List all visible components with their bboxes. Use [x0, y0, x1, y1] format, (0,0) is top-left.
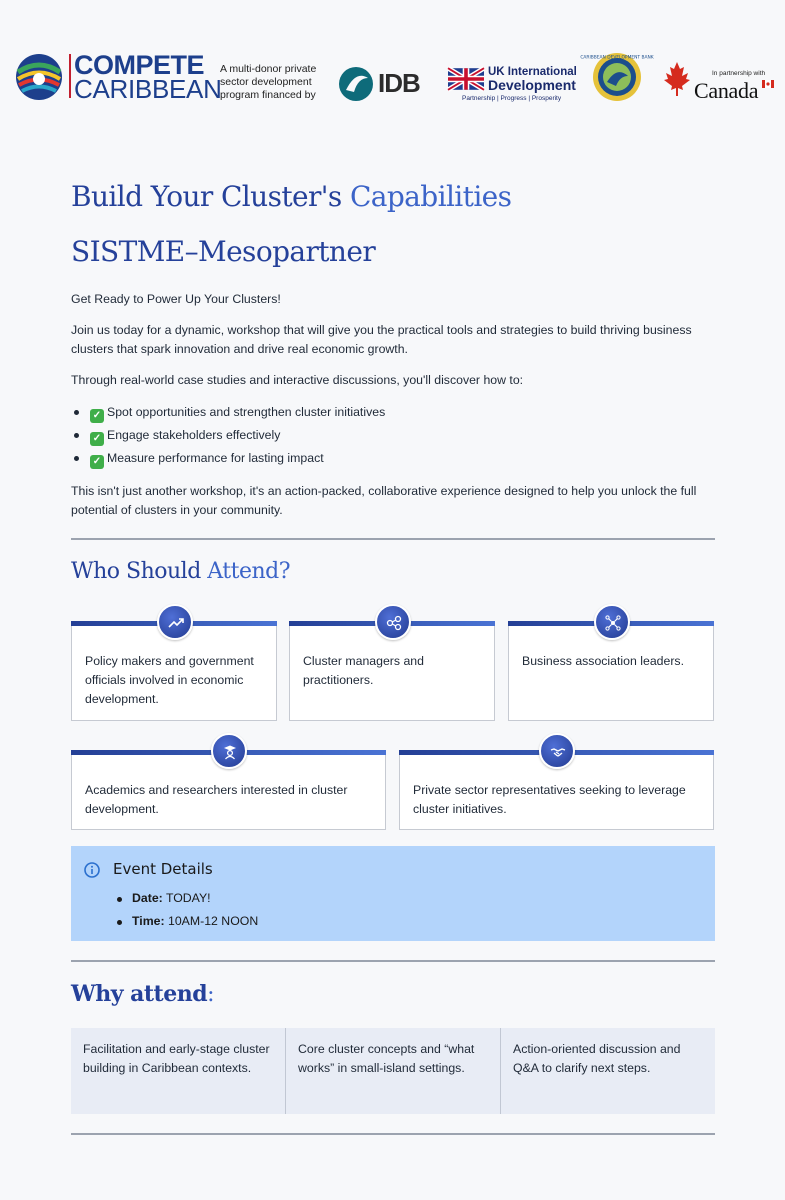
graduate-icon [211, 733, 247, 769]
uk-tagline: Partnership | Progress | Prosperity [462, 95, 562, 102]
compete-caribbean-mark-icon [14, 52, 64, 102]
attendee-card-private-sector [399, 751, 714, 830]
hub-icon [594, 604, 630, 640]
attendee-card-text: Business association leaders. [522, 654, 684, 668]
attendee-card-text: Policy makers and government officials involved in economic development. [85, 654, 254, 706]
benefits-list [71, 403, 711, 472]
in-partnership-with: In partnership with [712, 70, 766, 77]
checkmark-icon: ✓ [90, 432, 104, 446]
intro-paragraph: Join us today for a dynamic, workshop that will give you the practical tools and strategies to build thriving business clusters that spark innovation and drive real economic growth. [71, 323, 692, 356]
financed-by-text: A multi-donor private sector development program financed by [220, 63, 317, 101]
cdb-seal [580, 52, 654, 102]
uk-flag-icon [448, 68, 484, 90]
attendee-card-text: Cluster managers and practitioners. [303, 654, 424, 687]
checkmark-icon: ✓ [90, 409, 104, 423]
canada-flag-icon [762, 80, 774, 88]
intro-closing: This isn't just another workshop, it's an action-packed, collaborative experience designed to help you unlock the full potential of clusters in your community. [71, 484, 697, 517]
list-item: ✓ Measure performance for lasting impact [71, 449, 711, 472]
attendee-card-text: Private sector representatives seeking to leverage cluster initiatives. [413, 783, 686, 816]
uk-title-line1: UK International [488, 66, 577, 78]
attendee-card-text: Academics and researchers interested in cluster development. [85, 783, 348, 816]
uk-title-line2: Development [488, 77, 576, 93]
why-cell: Core cluster concepts and “what works” in small-island settings. [298, 1042, 475, 1075]
idb-wordmark: IDB [378, 68, 420, 98]
attendee-card-cluster-managers [289, 622, 495, 721]
intro-lead-in: Through real-world case studies and interactive discussions, you'll discover how to: [71, 373, 524, 387]
divider [71, 538, 715, 540]
logo-word-compete: COMPETE [74, 50, 205, 80]
logo-divider [69, 54, 71, 98]
info-icon [84, 862, 100, 878]
intro-headline: Get Ready to Power Up Your Clusters! [71, 292, 281, 306]
maple-leaf-icon [664, 62, 690, 96]
svg-text:CARIBBEAN DEVELOPMENT BANK: CARIBBEAN DEVELOPMENT BANK [580, 55, 654, 61]
canada-wordmark: Canada [694, 78, 759, 103]
attendee-card-policy-makers [71, 622, 277, 721]
why-cell: Action-oriented discussion and Q&A to clarify next steps. [513, 1042, 681, 1075]
who-should-attend-heading: Who Should Attend? [71, 559, 291, 584]
list-item: ✓ Engage stakeholders effectively [71, 426, 711, 449]
idb-mark-icon [338, 66, 374, 102]
event-details-title: Event Details [113, 860, 213, 878]
why-attend-heading: Why attend: [71, 981, 215, 1007]
event-date: Date: TODAY! [114, 891, 211, 905]
divider [71, 960, 715, 962]
uk-international-development-logo [448, 66, 578, 106]
compete-caribbean-logo [14, 50, 222, 104]
event-details-panel [71, 846, 715, 941]
attendee-card-academics [71, 751, 386, 830]
why-cell: Facilitation and early-stage cluster building in Caribbean contexts. [83, 1042, 270, 1075]
idb-logo [338, 66, 430, 102]
network-icon [375, 604, 411, 640]
list-item: ✓ Spot opportunities and strengthen cluster initiatives [71, 403, 711, 426]
canada-logo [664, 58, 774, 102]
page-subtitle: SISTME–Mesopartner [71, 235, 376, 268]
cdb-seal-icon [580, 52, 654, 102]
why-attend-table [71, 1028, 715, 1114]
partner-logos-header [14, 48, 774, 108]
event-time: Time: 10AM-12 NOON [114, 914, 258, 928]
divider [71, 1133, 715, 1135]
attendee-card-business-associations [508, 622, 714, 721]
logo-word-caribbean: CARIBBEAN [74, 74, 222, 104]
checkmark-icon: ✓ [90, 455, 104, 469]
trending-up-icon [157, 604, 193, 640]
page-title: Build Your Cluster's Capabilities [71, 180, 512, 213]
handshake-icon [539, 733, 575, 769]
